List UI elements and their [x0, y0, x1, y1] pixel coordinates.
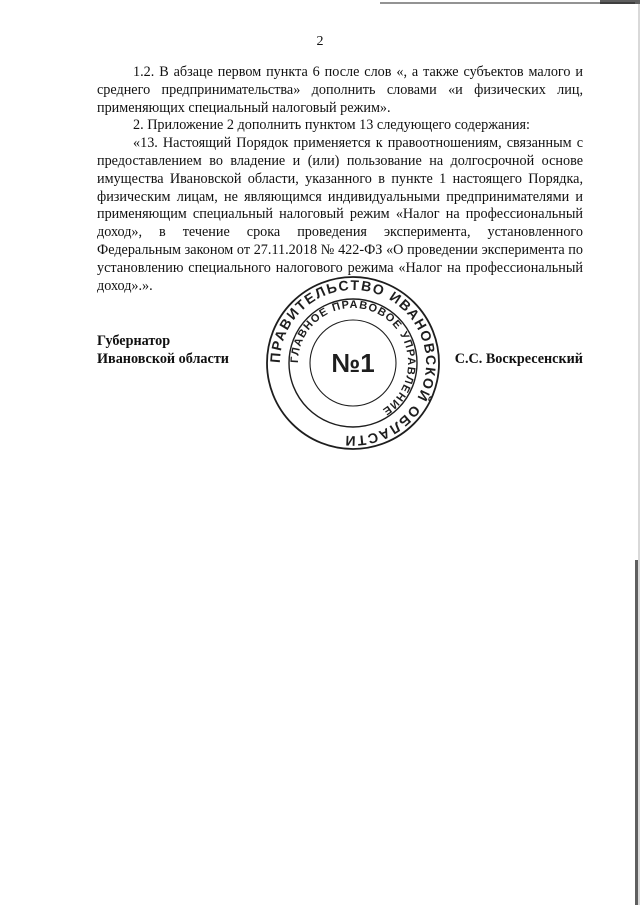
stamp-number: №1 [331, 348, 375, 378]
scan-artifact-line [380, 2, 635, 4]
paragraph-1-2: 1.2. В абзаце первом пункта 6 после слов «, а также субъектов малого и среднего предпринимательства» дополнить словами «и физических лиц, применяющих специальный налоговый режим». [97, 64, 583, 116]
scan-edge-right [635, 560, 638, 905]
stamp-inner-text: ГЛАВНОЕ ПРАВОВОЕ УПРАВЛЕНИЕ [288, 298, 418, 418]
governor-name: С.С. Воскресенский [454, 351, 583, 367]
governor-title: Губернатор [97, 333, 171, 349]
document-body [97, 64, 583, 295]
governor-region: Ивановской области [97, 351, 229, 367]
paragraph-13: «13. Настоящий Порядок применяется к правоотношениям, связанным с предоставлением во владение и (или) пользование на долгосрочной основе имущества Ивановской области, указанного в пункте 1 настоящего Порядка, физическим лицам, не являющимся индивидуальными предпринимателями и применяющим специальный налоговый режим «Налог на профессиональный доход», в течение срока проведения эксперимента, установленного Федеральным законом от 27.11.2018 № 422-ФЗ «О проведении эксперимента по установлению специального налогового режима «Налог на профессиональный доход».». [97, 135, 583, 294]
scan-artifact-mark [600, 0, 640, 4]
stamp-outer-text: ПРАВИТЕЛЬСТВО ИВАНОВСКОЙ ОБЛАСТИ [266, 276, 440, 450]
official-stamp [263, 273, 443, 453]
page-number: 2 [316, 34, 324, 49]
scan-edge-top [0, 0, 640, 6]
paragraph-2: 2. Приложение 2 дополнить пунктом 13 следующего содержания: [133, 117, 530, 134]
